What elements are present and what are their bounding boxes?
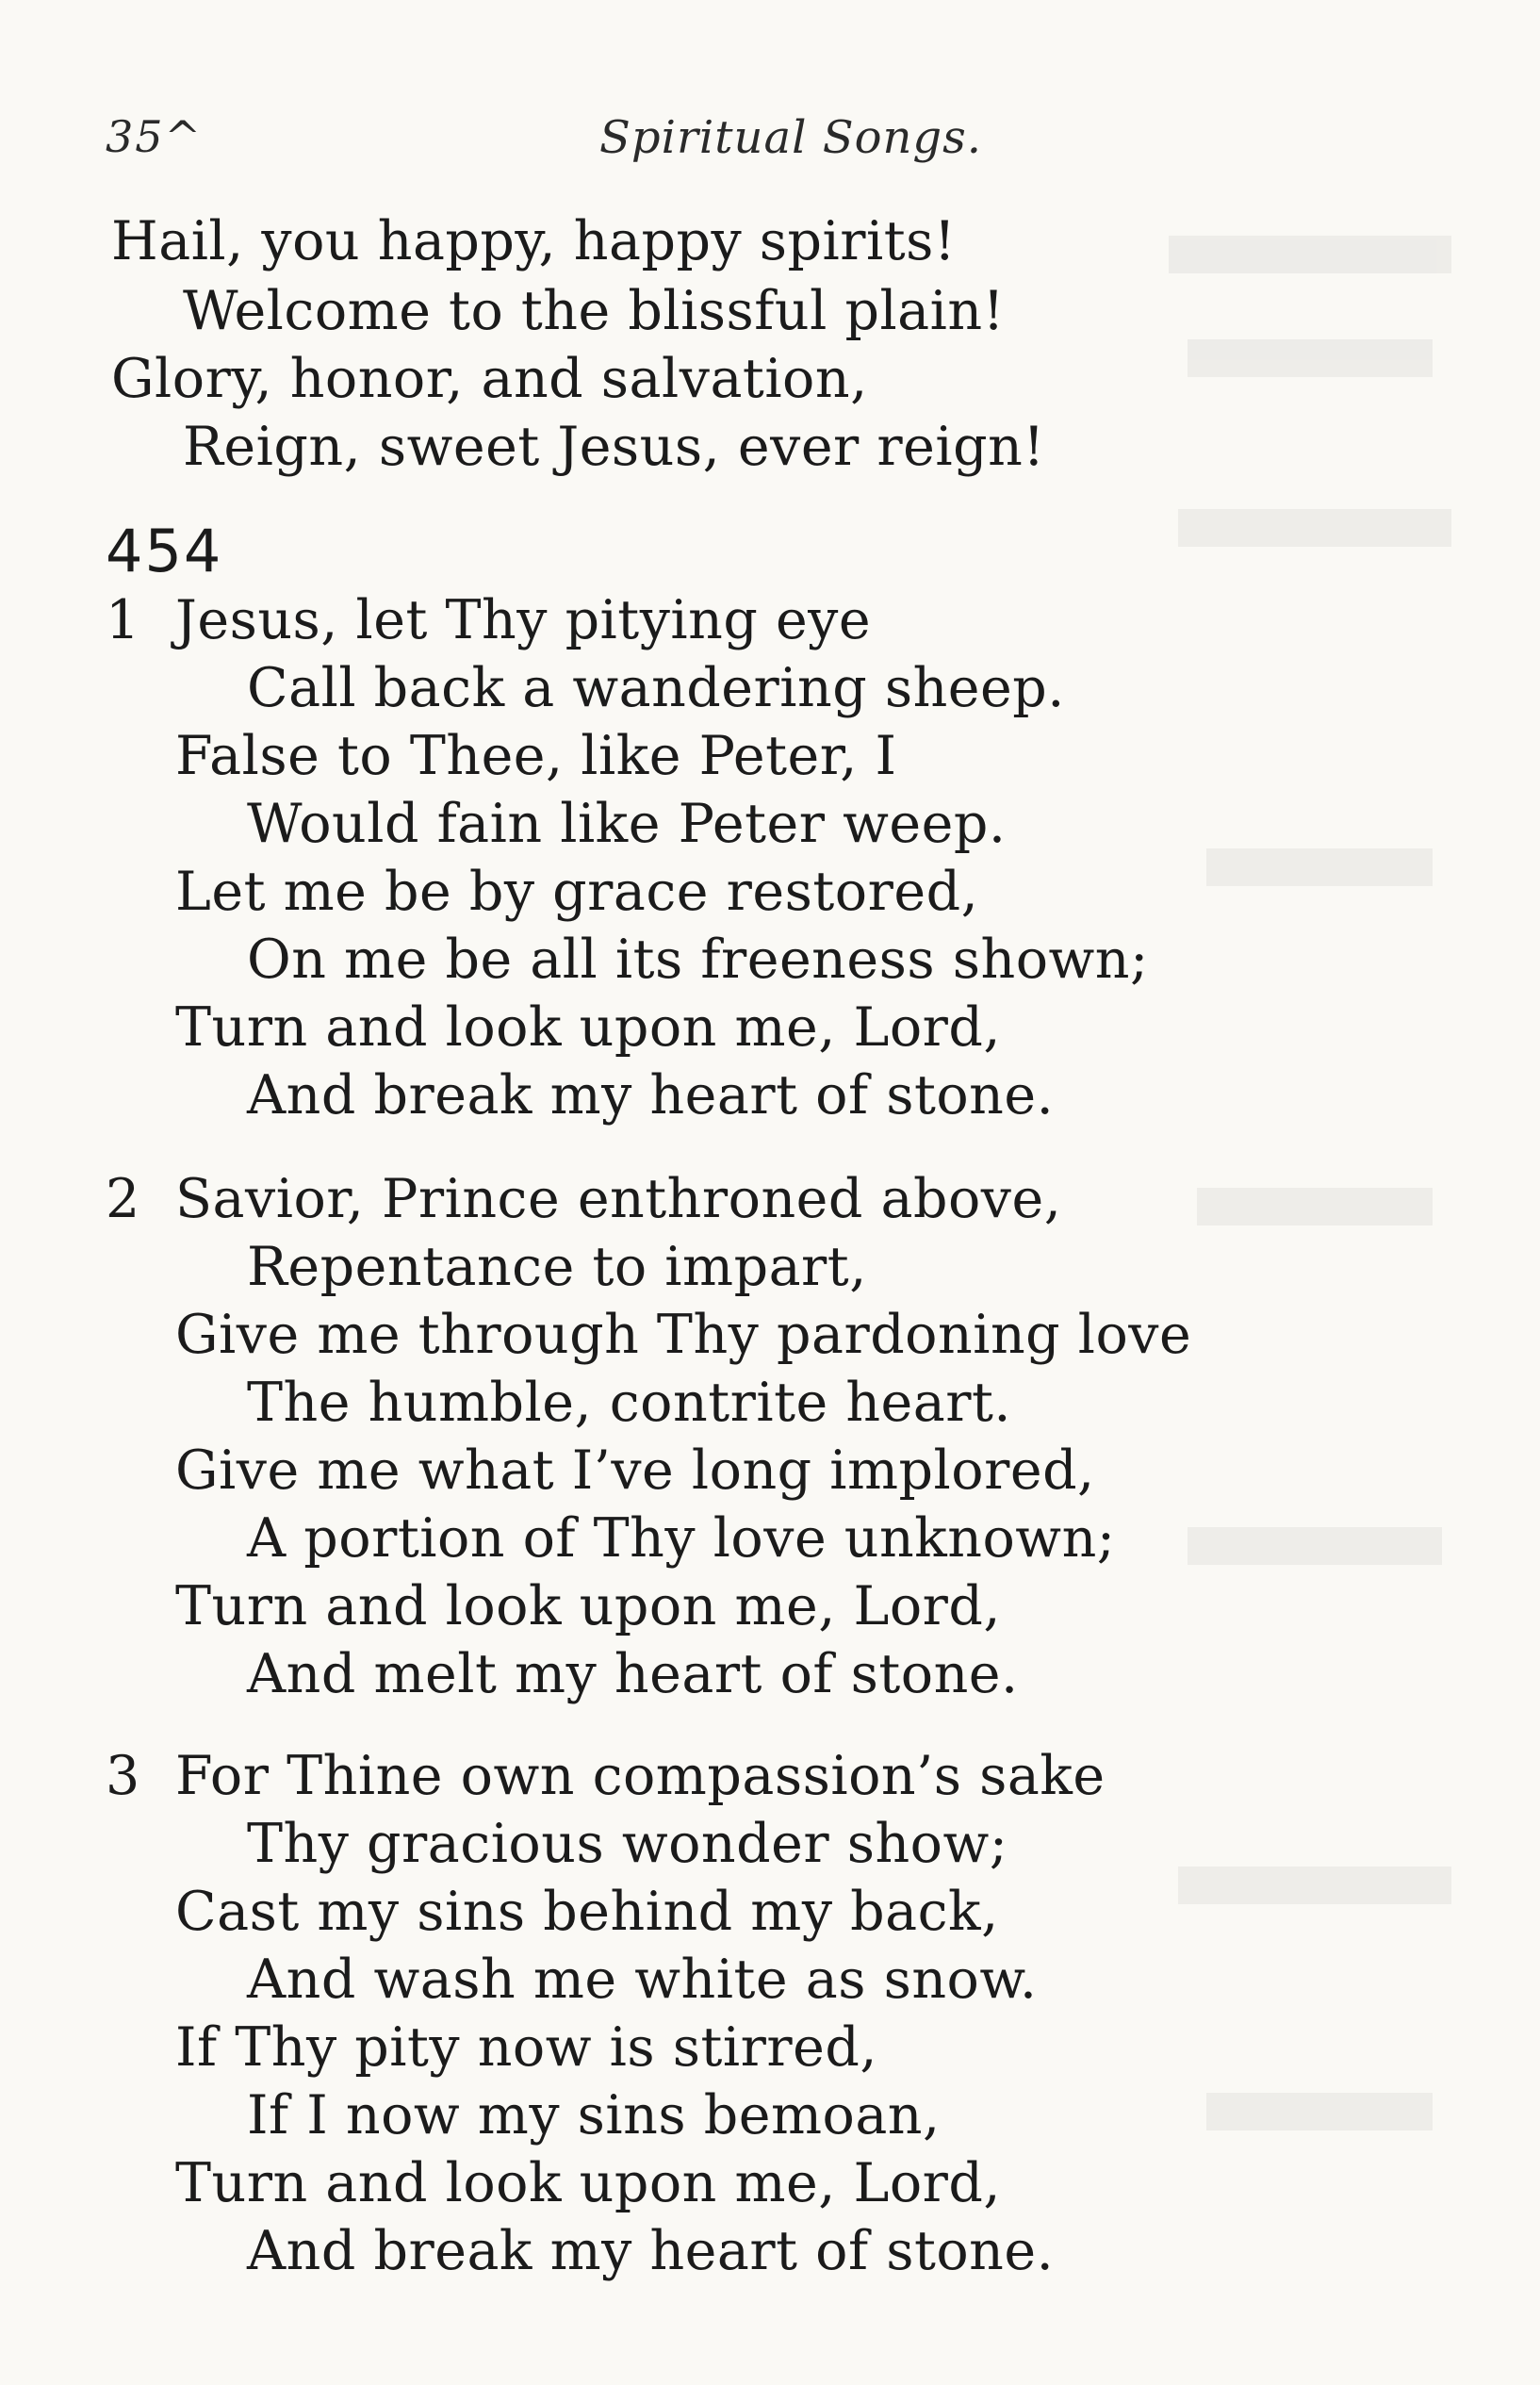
verse-number: 1 <box>106 589 140 651</box>
verse-line: False to Thee, like Peter, I <box>175 725 897 787</box>
verse-line: Would fain like Peter weep. <box>247 793 1007 855</box>
verse-number: 3 <box>106 1745 140 1807</box>
intro-line: Glory, honor, and salvation, <box>111 348 868 410</box>
verse-line: And break my heart of stone. <box>247 2220 1055 2282</box>
verse-line: Give me what I’ve long implored, <box>175 1439 1095 1502</box>
intro-line: Welcome to the blissful plain! <box>183 280 1006 342</box>
verse-line: And wash me white as snow. <box>247 1949 1038 2011</box>
verse-line: For Thine own compassion’s sake <box>175 1745 1106 1807</box>
running-head: Spiritual Songs. <box>599 111 982 164</box>
hymn-number: 454 <box>106 517 223 585</box>
verse-line: On me be all its freeness shown; <box>247 929 1149 991</box>
intro-line: Reign, sweet Jesus, ever reign! <box>183 416 1045 478</box>
verse-line: Turn and look upon me, Lord, <box>175 2152 1002 2214</box>
verse-line: Call back a wandering sheep. <box>247 657 1065 719</box>
verse-line: Savior, Prince enthroned above, <box>175 1168 1062 1230</box>
verse-line: And melt my heart of stone. <box>247 1643 1019 1705</box>
verse-line: If Thy pity now is stirred, <box>175 2016 877 2079</box>
verse-line: If I now my sins bemoan, <box>247 2084 941 2146</box>
verse-line: A portion of Thy love unknown; <box>247 1507 1116 1570</box>
verse-line: The humble, contrite heart. <box>247 1372 1012 1434</box>
intro-line: Hail, you happy, happy spirits! <box>111 210 957 272</box>
verse-line: Turn and look upon me, Lord, <box>175 996 1002 1059</box>
verse-number: 2 <box>106 1168 140 1230</box>
page-number: 35^ <box>106 111 204 162</box>
verse-line: Thy gracious wonder show; <box>247 1813 1008 1875</box>
verse-line: Jesus, let Thy pitying eye <box>175 589 872 651</box>
verse-line: And break my heart of stone. <box>247 1064 1055 1127</box>
verse-line: Cast my sins behind my back, <box>175 1881 999 1943</box>
page-header <box>0 111 1540 168</box>
verse-line: Repentance to impart, <box>247 1236 867 1298</box>
verse-line: Turn and look upon me, Lord, <box>175 1575 1002 1637</box>
verse-line: Give me through Thy pardoning love <box>175 1304 1192 1366</box>
verse-line: Let me be by grace restored, <box>175 861 979 923</box>
